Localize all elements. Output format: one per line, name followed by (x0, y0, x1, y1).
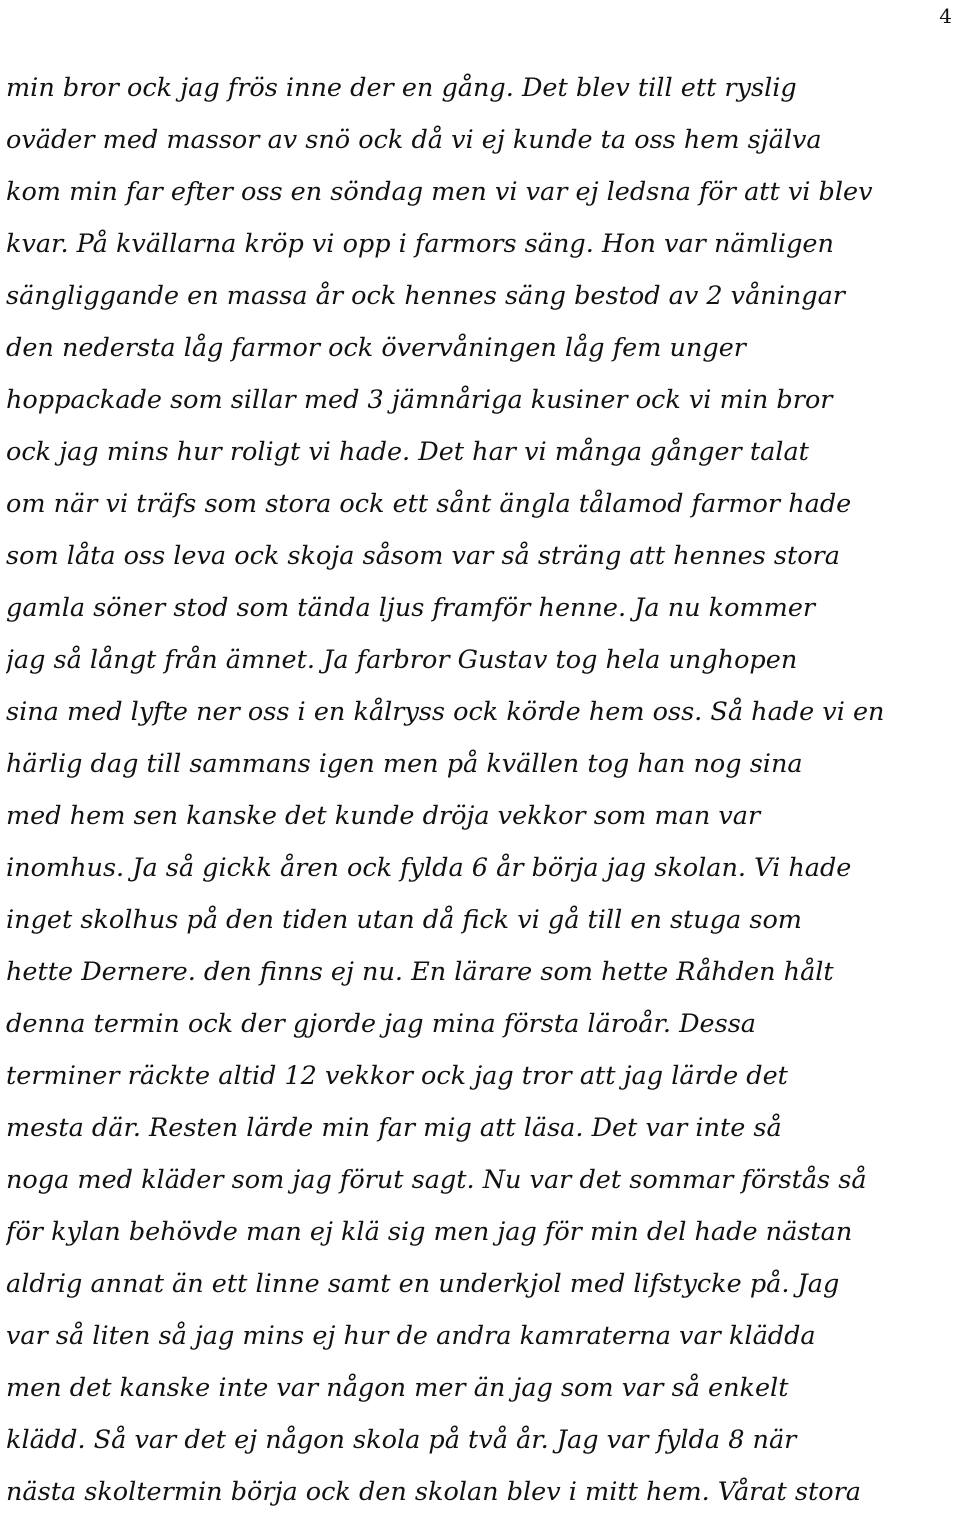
text-line: kom min far efter oss en söndag men vi var ej ledsna för att vi blev (6, 177, 873, 207)
text-line: hette Dernere. den finns ej nu. En lärare som hette Råhden hålt (6, 957, 834, 987)
text-line: nästa skoltermin börja ock den skolan blev i mitt hem. Vårat stora (6, 1477, 861, 1507)
text-line: var så liten så jag mins ej hur de andra kamraterna var klädda (6, 1321, 816, 1351)
text-line: oväder med massor av snö ock då vi ej kunde ta oss hem själva (6, 125, 822, 155)
text-line: den nedersta låg farmor ock övervåningen låg fem unger (6, 333, 746, 363)
text-line: inget skolhus på den tiden utan då fick vi gå till en stuga som (6, 905, 802, 935)
text-line: sina med lyfte ner oss i en kålryss ock körde hem oss. Så hade vi en (6, 697, 885, 727)
text-line: om när vi träfs som stora ock ett sånt ängla tålamod farmor hade (6, 489, 852, 519)
text-line: inomhus. Ja så gickk åren ock fylda 6 år börja jag skolan. Vi hade (6, 853, 852, 883)
text-line: sängliggande en massa år ock hennes säng bestod av 2 våningar (6, 281, 845, 311)
text-line: terminer räckte altid 12 vekkor ock jag tror att jag lärde det (6, 1061, 788, 1091)
text-line: för kylan behövde man ej klä sig men jag för min del hade nästan (6, 1217, 853, 1247)
text-line: härlig dag till sammans igen men på kvällen tog han nog sina (6, 749, 803, 779)
text-line: jag så långt från ämnet. Ja farbror Gustav tog hela unghopen (6, 645, 798, 675)
text-line: klädd. Så var det ej någon skola på två år. Jag var fylda 8 när (6, 1425, 797, 1455)
text-line: ock jag mins hur roligt vi hade. Det har vi många gånger talat (6, 437, 809, 467)
text-line: hoppackade som sillar med 3 jämnåriga kusiner ock vi min bror (6, 385, 833, 415)
text-line: med hem sen kanske det kunde dröja vekkor som man var (6, 801, 761, 831)
text-line: mesta där. Resten lärde min far mig att läsa. Det var inte så (6, 1113, 782, 1143)
text-line: som låta oss leva ock skoja såsom var så sträng att hennes stora (6, 541, 840, 571)
handwritten-text-body (6, 62, 956, 1518)
text-line: denna termin ock der gjorde jag mina första läroår. Dessa (6, 1009, 756, 1039)
text-line: noga med kläder som jag förut sagt. Nu var det sommar förstås så (6, 1165, 867, 1195)
page-number: 4 (939, 4, 952, 28)
text-line: min bror ock jag frös inne der en gång. Det blev till ett ryslig (6, 73, 797, 103)
text-line: men det kanske inte var någon mer än jag som var så enkelt (6, 1373, 789, 1403)
text-line: kvar. På kvällarna kröp vi opp i farmors säng. Hon var nämligen (6, 229, 834, 259)
text-line: gamla söner stod som tända ljus framför henne. Ja nu kommer (6, 593, 816, 623)
text-line: aldrig annat än ett linne samt en underkjol med lifstycke på. Jag (6, 1269, 840, 1299)
